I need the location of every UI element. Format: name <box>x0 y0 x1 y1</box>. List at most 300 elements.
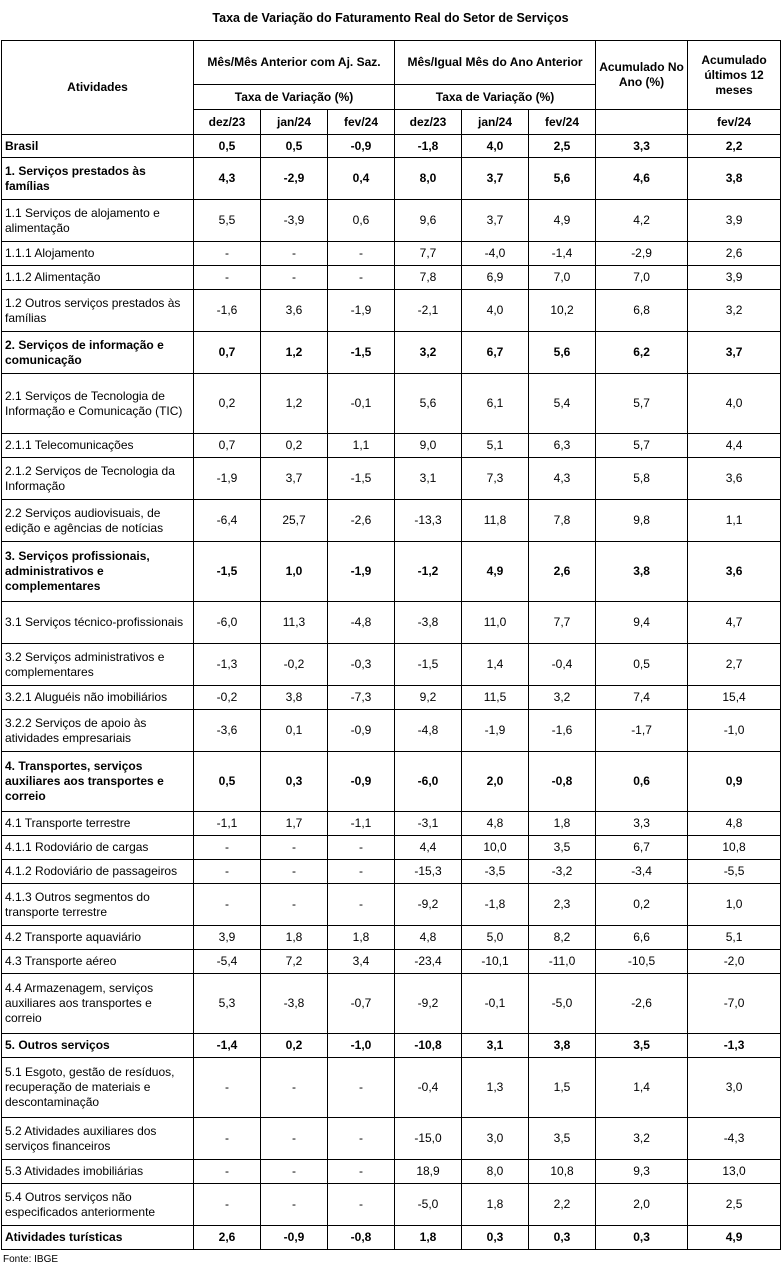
row-value: 0,3 <box>261 752 328 812</box>
row-value: 1,0 <box>688 884 781 926</box>
row-value: 5,1 <box>688 926 781 950</box>
row-value: -0,4 <box>395 1058 462 1118</box>
row-value: - <box>328 1118 395 1160</box>
row-value: 2,6 <box>529 542 596 602</box>
row-value: 4,3 <box>194 158 261 200</box>
row-value: - <box>194 860 261 884</box>
row-value: 13,0 <box>688 1160 781 1184</box>
row-value: 11,8 <box>462 500 529 542</box>
row-value: -9,2 <box>395 884 462 926</box>
row-value: 0,5 <box>261 135 328 158</box>
row-value: 10,8 <box>529 1160 596 1184</box>
row-value: -3,6 <box>194 710 261 752</box>
row-value: 6,1 <box>462 374 529 434</box>
row-value: - <box>328 836 395 860</box>
row-value: 2,6 <box>194 1226 261 1250</box>
row-label: 3.2 Serviços administrativos e complementares <box>2 644 194 686</box>
row-value: 5,0 <box>462 926 529 950</box>
row-value: 9,3 <box>596 1160 688 1184</box>
row-value: - <box>261 1058 328 1118</box>
row-value: 15,4 <box>688 686 781 710</box>
row-value: 2,2 <box>529 1184 596 1226</box>
row-value: 3,8 <box>688 158 781 200</box>
row-value: 2,5 <box>529 135 596 158</box>
table-row <box>2 1226 781 1250</box>
row-value: 5,3 <box>194 974 261 1034</box>
row-label: 2.1 Serviços de Tecnologia de Informação e Comunicação (TIC) <box>2 374 194 434</box>
row-value: 11,0 <box>462 602 529 644</box>
source-note: Fonte: IBGE <box>3 1254 59 1265</box>
row-value: -1,9 <box>328 542 395 602</box>
header-acumulado-ano: Acumulado No Ano (%) <box>596 41 688 110</box>
table-row <box>2 710 781 752</box>
row-label: 4.1.1 Rodoviário de cargas <box>2 836 194 860</box>
row-value: -23,4 <box>395 950 462 974</box>
row-value: 4,0 <box>462 135 529 158</box>
row-value: 3,1 <box>395 458 462 500</box>
services-revenue-table <box>1 40 781 1250</box>
row-label: 3.2.1 Aluguéis não imobiliários <box>2 686 194 710</box>
row-value: 1,4 <box>596 1058 688 1118</box>
row-value: -0,7 <box>328 974 395 1034</box>
row-value: 0,1 <box>261 710 328 752</box>
row-value: -1,9 <box>194 458 261 500</box>
row-value: 1,2 <box>261 332 328 374</box>
row-value: - <box>328 860 395 884</box>
row-value: 3,2 <box>395 332 462 374</box>
row-value: 3,7 <box>462 158 529 200</box>
row-value: 1,1 <box>328 434 395 458</box>
row-value: -1,8 <box>462 884 529 926</box>
table-row <box>2 158 781 200</box>
row-label: Atividades turísticas <box>2 1226 194 1250</box>
row-value: 6,2 <box>596 332 688 374</box>
row-value: 7,7 <box>395 242 462 266</box>
row-label: 1.1 Serviços de alojamento e alimentação <box>2 200 194 242</box>
row-value: 1,7 <box>261 812 328 836</box>
row-value: 5,7 <box>596 434 688 458</box>
row-value: 4,0 <box>688 374 781 434</box>
row-value: 4,7 <box>688 602 781 644</box>
row-value: 1,2 <box>261 374 328 434</box>
row-value: - <box>194 1160 261 1184</box>
table-row <box>2 500 781 542</box>
row-label: 3.1 Serviços técnico-profissionais <box>2 602 194 644</box>
table-row <box>2 950 781 974</box>
header-taxa-ano-anterior: Taxa de Variação (%) <box>395 85 596 110</box>
row-value: -5,0 <box>529 974 596 1034</box>
row-value: 0,5 <box>194 135 261 158</box>
row-value: 8,0 <box>462 1160 529 1184</box>
table-row <box>2 266 781 290</box>
table-row <box>2 884 781 926</box>
row-value: 4,4 <box>395 836 462 860</box>
row-value: 3,9 <box>688 266 781 290</box>
row-value: 1,3 <box>462 1058 529 1118</box>
row-value: -2,6 <box>328 500 395 542</box>
row-value: -1,5 <box>194 542 261 602</box>
table-row <box>2 290 781 332</box>
row-value: -1,4 <box>529 242 596 266</box>
row-value: 1,5 <box>529 1058 596 1118</box>
row-value: -1,5 <box>328 332 395 374</box>
row-value: -1,5 <box>328 458 395 500</box>
table-row <box>2 752 781 812</box>
row-value: -6,4 <box>194 500 261 542</box>
row-label: Brasil <box>2 135 194 158</box>
row-value: 2,2 <box>688 135 781 158</box>
header-col-fev24-ma: fev/24 <box>529 110 596 135</box>
row-label: 2.1.2 Serviços de Tecnologia da Informação <box>2 458 194 500</box>
row-value: 3,5 <box>529 1118 596 1160</box>
row-value: -10,5 <box>596 950 688 974</box>
row-value: 1,8 <box>529 812 596 836</box>
header-taxa-mes-anterior: Taxa de Variação (%) <box>194 85 395 110</box>
row-value: 6,6 <box>596 926 688 950</box>
row-value: -15,0 <box>395 1118 462 1160</box>
row-value: -6,0 <box>395 752 462 812</box>
row-value: - <box>261 860 328 884</box>
row-value: 8,2 <box>529 926 596 950</box>
row-value: 4,9 <box>462 542 529 602</box>
row-value: - <box>194 1118 261 1160</box>
table-row <box>2 332 781 374</box>
row-value: 3,6 <box>688 542 781 602</box>
row-value: - <box>261 1160 328 1184</box>
row-value: 3,3 <box>596 812 688 836</box>
row-value: -1,3 <box>688 1034 781 1058</box>
row-value: 0,3 <box>596 1226 688 1250</box>
row-value: 0,7 <box>194 332 261 374</box>
row-label: 1.1.1 Alojamento <box>2 242 194 266</box>
table-row <box>2 135 781 158</box>
row-value: 6,7 <box>596 836 688 860</box>
row-value: 1,8 <box>328 926 395 950</box>
row-value: 5,7 <box>596 374 688 434</box>
header-col-dez23-ma: dez/23 <box>395 110 462 135</box>
row-value: 3,8 <box>596 542 688 602</box>
row-value: -9,2 <box>395 974 462 1034</box>
row-value: 8,0 <box>395 158 462 200</box>
table-row <box>2 374 781 434</box>
row-value: -2,0 <box>688 950 781 974</box>
row-value: - <box>194 266 261 290</box>
header-col-jan24-mm: jan/24 <box>261 110 328 135</box>
row-value: 6,7 <box>462 332 529 374</box>
row-value: 1,4 <box>462 644 529 686</box>
row-value: 6,3 <box>529 434 596 458</box>
row-value: 1,0 <box>261 542 328 602</box>
header-col-fev24-mm: fev/24 <box>328 110 395 135</box>
table-body <box>2 135 781 1250</box>
row-value: 3,1 <box>462 1034 529 1058</box>
row-value: -4,3 <box>688 1118 781 1160</box>
row-value: 4,4 <box>688 434 781 458</box>
row-label: 4.1 Transporte terrestre <box>2 812 194 836</box>
header-group-mes-anterior: Mês/Mês Anterior com Aj. Saz. <box>194 41 395 85</box>
row-value: 2,3 <box>529 884 596 926</box>
row-value: -3,5 <box>462 860 529 884</box>
row-value: - <box>261 266 328 290</box>
row-value: - <box>328 1058 395 1118</box>
table-row <box>2 1034 781 1058</box>
row-value: -5,5 <box>688 860 781 884</box>
row-value: 9,0 <box>395 434 462 458</box>
row-value: -2,9 <box>596 242 688 266</box>
row-value: - <box>261 884 328 926</box>
row-value: -0,1 <box>462 974 529 1034</box>
row-value: 3,6 <box>261 290 328 332</box>
row-value: 5,4 <box>529 374 596 434</box>
row-value: - <box>261 836 328 860</box>
row-value: -2,1 <box>395 290 462 332</box>
row-value: 5,8 <box>596 458 688 500</box>
row-value: -0,9 <box>261 1226 328 1250</box>
row-value: -1,9 <box>462 710 529 752</box>
row-value: -2,9 <box>261 158 328 200</box>
row-value: 2,7 <box>688 644 781 686</box>
row-value: 7,8 <box>529 500 596 542</box>
row-value: 5,6 <box>395 374 462 434</box>
row-value: 3,5 <box>529 836 596 860</box>
row-label: 4.2 Transporte aquaviário <box>2 926 194 950</box>
row-label: 4.1.3 Outros segmentos do transporte terrestre <box>2 884 194 926</box>
row-value: -4,8 <box>328 602 395 644</box>
row-value: - <box>194 884 261 926</box>
row-value: -0,2 <box>194 686 261 710</box>
row-value: 9,4 <box>596 602 688 644</box>
row-value: -13,3 <box>395 500 462 542</box>
row-value: - <box>328 884 395 926</box>
row-value: -1,7 <box>596 710 688 752</box>
table-title: Taxa de Variação do Faturamento Real do Setor de Serviços <box>212 11 569 25</box>
row-value: 4,9 <box>688 1226 781 1250</box>
row-value: 3,8 <box>529 1034 596 1058</box>
row-label: 2. Serviços de informação e comunicação <box>2 332 194 374</box>
row-value: 3,2 <box>529 686 596 710</box>
row-value: 0,6 <box>328 200 395 242</box>
row-value: -3,8 <box>261 974 328 1034</box>
row-value: -5,0 <box>395 1184 462 1226</box>
row-value: 4,0 <box>462 290 529 332</box>
row-value: -4,0 <box>462 242 529 266</box>
row-value: -4,8 <box>395 710 462 752</box>
row-value: -3,9 <box>261 200 328 242</box>
table-row <box>2 602 781 644</box>
row-label: 5. Outros serviços <box>2 1034 194 1058</box>
row-label: 4. Transportes, serviços auxiliares aos transportes e correio <box>2 752 194 812</box>
row-value: 18,9 <box>395 1160 462 1184</box>
row-value: 3,3 <box>596 135 688 158</box>
row-value: 4,8 <box>688 812 781 836</box>
header-col-dez23-mm: dez/23 <box>194 110 261 135</box>
row-value: -11,0 <box>529 950 596 974</box>
row-value: 7,2 <box>261 950 328 974</box>
row-value: 0,5 <box>194 752 261 812</box>
row-value: 4,3 <box>529 458 596 500</box>
row-label: 5.2 Atividades auxiliares dos serviços financeiros <box>2 1118 194 1160</box>
row-value: - <box>194 1184 261 1226</box>
table-row <box>2 242 781 266</box>
row-value: 0,3 <box>529 1226 596 1250</box>
row-value: 4,8 <box>462 812 529 836</box>
row-value: 9,8 <box>596 500 688 542</box>
row-value: -0,1 <box>328 374 395 434</box>
row-label: 3. Serviços profissionais, administrativos e complementares <box>2 542 194 602</box>
row-value: 1,8 <box>462 1184 529 1226</box>
row-value: 0,6 <box>596 752 688 812</box>
row-value: 0,2 <box>261 1034 328 1058</box>
row-value: 3,9 <box>688 200 781 242</box>
row-value: 2,0 <box>596 1184 688 1226</box>
row-label: 5.1 Esgoto, gestão de resíduos, recuperação de materiais e descontaminação <box>2 1058 194 1118</box>
row-value: 11,3 <box>261 602 328 644</box>
row-value: -1,1 <box>194 812 261 836</box>
row-value: -10,1 <box>462 950 529 974</box>
row-value: 7,0 <box>596 266 688 290</box>
row-value: 9,2 <box>395 686 462 710</box>
row-value: 0,3 <box>462 1226 529 1250</box>
row-value: 3,6 <box>688 458 781 500</box>
row-value: -0,9 <box>328 135 395 158</box>
row-value: - <box>194 242 261 266</box>
row-value: 10,0 <box>462 836 529 860</box>
row-value: 0,7 <box>194 434 261 458</box>
row-value: 2,0 <box>462 752 529 812</box>
row-value: 7,0 <box>529 266 596 290</box>
table-row <box>2 974 781 1034</box>
table-row <box>2 200 781 242</box>
row-value: 0,4 <box>328 158 395 200</box>
row-value: -6,0 <box>194 602 261 644</box>
row-value: 10,8 <box>688 836 781 860</box>
row-value: 3,5 <box>596 1034 688 1058</box>
row-label: 5.4 Outros serviços não especificados anteriormente <box>2 1184 194 1226</box>
row-value: -1,0 <box>328 1034 395 1058</box>
row-value: 5,1 <box>462 434 529 458</box>
row-label: 1. Serviços prestados às famílias <box>2 158 194 200</box>
row-value: -10,8 <box>395 1034 462 1058</box>
row-value: -3,2 <box>529 860 596 884</box>
row-value: 4,9 <box>529 200 596 242</box>
row-label: 4.4 Armazenagem, serviços auxiliares aos transportes e correio <box>2 974 194 1034</box>
row-value: -1,3 <box>194 644 261 686</box>
row-value: 2,5 <box>688 1184 781 1226</box>
row-value: 3,7 <box>688 332 781 374</box>
row-value: 5,6 <box>529 158 596 200</box>
row-value: 11,5 <box>462 686 529 710</box>
table-row <box>2 812 781 836</box>
row-value: 9,6 <box>395 200 462 242</box>
row-value: 7,4 <box>596 686 688 710</box>
row-value: -1,2 <box>395 542 462 602</box>
row-value: 7,8 <box>395 266 462 290</box>
row-label: 2.2 Serviços audiovisuais, de edição e agências de notícias <box>2 500 194 542</box>
row-value: -3,4 <box>596 860 688 884</box>
row-value: 6,8 <box>596 290 688 332</box>
row-label: 2.1.1 Telecomunicações <box>2 434 194 458</box>
row-value: 1,8 <box>261 926 328 950</box>
row-value: -5,4 <box>194 950 261 974</box>
row-value: - <box>328 242 395 266</box>
row-value: 3,8 <box>261 686 328 710</box>
row-value: 25,7 <box>261 500 328 542</box>
row-value: 3,7 <box>261 458 328 500</box>
row-value: 3,4 <box>328 950 395 974</box>
row-value: -2,6 <box>596 974 688 1034</box>
row-label: 4.1.2 Rodoviário de passageiros <box>2 860 194 884</box>
row-value: -3,1 <box>395 812 462 836</box>
row-value: - <box>328 1184 395 1226</box>
row-value: 5,5 <box>194 200 261 242</box>
table-row <box>2 1160 781 1184</box>
header-col-fev24-12m: fev/24 <box>688 110 781 135</box>
row-value: -1,6 <box>529 710 596 752</box>
row-value: -0,3 <box>328 644 395 686</box>
row-value: 7,7 <box>529 602 596 644</box>
row-value: 0,2 <box>194 374 261 434</box>
row-label: 1.1.2 Alimentação <box>2 266 194 290</box>
row-value: 0,5 <box>596 644 688 686</box>
header-acumulado-12-meses: Acumulado últimos 12 meses <box>688 41 781 110</box>
row-value: 1,8 <box>395 1226 462 1250</box>
row-value: -0,8 <box>529 752 596 812</box>
row-label: 1.2 Outros serviços prestados às famílias <box>2 290 194 332</box>
table-row <box>2 1118 781 1160</box>
row-value: -1,4 <box>194 1034 261 1058</box>
row-value: 1,1 <box>688 500 781 542</box>
row-value: -0,4 <box>529 644 596 686</box>
header-atividades: Atividades <box>2 41 194 135</box>
row-value: -0,9 <box>328 710 395 752</box>
row-value: 3,0 <box>462 1118 529 1160</box>
row-value: -3,8 <box>395 602 462 644</box>
table-row <box>2 434 781 458</box>
row-value: 4,8 <box>395 926 462 950</box>
row-value: - <box>261 1118 328 1160</box>
row-value: - <box>194 836 261 860</box>
row-value: 2,6 <box>688 242 781 266</box>
row-value: 10,2 <box>529 290 596 332</box>
row-value: -7,3 <box>328 686 395 710</box>
row-value: 6,9 <box>462 266 529 290</box>
row-value: -1,5 <box>395 644 462 686</box>
table-row <box>2 644 781 686</box>
table-row <box>2 686 781 710</box>
row-value: 0,2 <box>596 884 688 926</box>
table-row <box>2 926 781 950</box>
row-label: 5.3 Atividades imobiliárias <box>2 1160 194 1184</box>
row-value: - <box>328 266 395 290</box>
row-value: 3,2 <box>596 1118 688 1160</box>
row-label: 3.2.2 Serviços de apoio às atividades empresariais <box>2 710 194 752</box>
table-row <box>2 1058 781 1118</box>
row-value: -0,2 <box>261 644 328 686</box>
row-value: 4,6 <box>596 158 688 200</box>
row-value: -1,6 <box>194 290 261 332</box>
row-value: - <box>261 242 328 266</box>
row-value: 3,7 <box>462 200 529 242</box>
row-value: 4,2 <box>596 200 688 242</box>
row-value: -1,9 <box>328 290 395 332</box>
row-value: -1,8 <box>395 135 462 158</box>
row-value: -15,3 <box>395 860 462 884</box>
row-value: -7,0 <box>688 974 781 1034</box>
row-value: - <box>261 1184 328 1226</box>
table-row <box>2 836 781 860</box>
row-value: 0,9 <box>688 752 781 812</box>
row-value: - <box>328 1160 395 1184</box>
